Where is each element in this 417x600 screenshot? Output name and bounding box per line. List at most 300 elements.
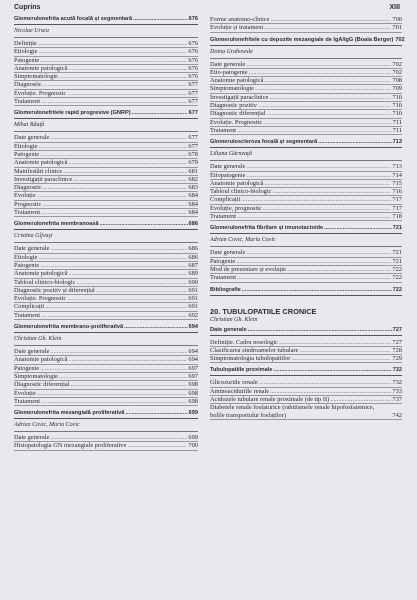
toc-entry-page: 692 <box>188 311 198 319</box>
toc-entry-title: Tratament <box>14 397 41 405</box>
dot-leader <box>269 94 391 101</box>
toc-entry-page: 682 <box>188 175 198 183</box>
dot-leader <box>287 266 391 273</box>
dot-leader <box>258 102 391 109</box>
dot-leader <box>40 151 187 158</box>
toc-entry-title: Evoluție, prognostic <box>210 204 262 212</box>
toc-entry-title: Evoluție <box>14 389 36 397</box>
section-title: Tubulopatiile proximale <box>210 367 273 374</box>
toc-entry <box>14 279 198 287</box>
toc-entry-title: Evoluție. Prognostic <box>14 295 67 303</box>
toc-entry-page: 690 <box>188 278 198 286</box>
section-heading <box>210 367 402 376</box>
dot-leader <box>267 110 392 117</box>
toc-entry-page: 711 <box>392 126 402 134</box>
dot-leader <box>133 16 188 23</box>
toc-entry <box>14 184 198 192</box>
toc-entry-title: Diabetele renale fosfaturice (rahitismele renale hipofosfatemice, bolile transportului fosfaților) <box>210 404 375 419</box>
toc-entry-title: Date generale <box>210 60 246 68</box>
toc-entry-title: Diagnostic <box>14 184 42 192</box>
toc-entry-title: Diagnostic diferențial <box>14 381 70 389</box>
dot-leader <box>132 110 188 117</box>
toc-entry-page: 728 <box>392 346 402 354</box>
toc-entry <box>14 365 198 373</box>
section-title: Glomerulonefritele cu depozite mezangiale de IgA/IgG (Boala Berger) <box>210 36 394 43</box>
dot-leader <box>264 77 391 84</box>
dot-leader <box>273 188 392 195</box>
toc-section <box>14 106 198 217</box>
toc-entry-title: Etiologie <box>14 253 38 261</box>
toc-entry-page: 691 <box>188 303 198 311</box>
toc-entry-page: 717 <box>392 204 402 212</box>
toc-entry <box>210 388 402 396</box>
dot-leader <box>264 180 391 187</box>
section-page: 702 <box>395 36 405 43</box>
toc-entry-title: Diagnostic pozitiv <box>210 102 258 110</box>
toc-entry-title: Diagnostic <box>14 81 42 89</box>
section-heading <box>210 36 405 46</box>
toc-entry-title: Anatomie patologică <box>14 159 68 167</box>
toc-entry-title: Tratament <box>210 213 237 221</box>
toc-entry-title: Definiție. Cadru nosologic <box>210 338 278 346</box>
toc-entry <box>210 404 402 420</box>
toc-entry <box>210 172 402 180</box>
toc-entry-page: 716 <box>392 188 402 196</box>
toc-entry <box>210 188 402 196</box>
toc-entry-title: Anatomie patologică <box>14 270 68 278</box>
toc-entry-page: 708 <box>392 77 402 85</box>
toc-entry-title: Date generale <box>210 249 246 257</box>
toc-entry-title: Histopatologia GN mezangiale proliferative <box>14 442 127 450</box>
dot-leader <box>264 24 391 31</box>
toc-entry-page: 684 <box>188 192 198 200</box>
toc-entry-title: Patogenie <box>14 56 40 64</box>
section-heading <box>14 221 198 230</box>
dot-leader <box>125 410 187 417</box>
section-page: 721 <box>392 225 402 232</box>
toc-section <box>210 135 402 221</box>
chapter-title: 20. TUBULOPATIILE CRONICE <box>210 306 317 316</box>
toc-entry-title: Etiologie <box>14 48 38 56</box>
section-title: Date generale <box>210 326 247 333</box>
dot-leader <box>50 245 187 252</box>
toc-entry-title: Investigații paraclinice <box>14 175 73 183</box>
toc-entry-page: 713 <box>392 163 402 171</box>
toc-entry <box>210 119 402 127</box>
toc-left-column <box>14 16 198 451</box>
dot-leader <box>40 365 187 372</box>
dot-leader <box>43 81 188 88</box>
dot-leader <box>37 192 188 199</box>
toc-entry-title: Clasificarea sindroamelor tubulare <box>210 346 299 354</box>
toc-entry <box>210 266 402 274</box>
toc-entry <box>210 258 402 266</box>
toc-entry-page: 689 <box>188 270 198 278</box>
dot-leader <box>40 262 187 269</box>
running-header-left: Cuprins <box>14 4 41 11</box>
toc-entry <box>14 381 198 389</box>
toc-section <box>14 16 198 106</box>
section-page: 676 <box>188 16 198 22</box>
toc-entry <box>210 127 402 135</box>
dot-leader <box>241 196 391 203</box>
toc-entry <box>14 81 198 89</box>
toc-entry <box>14 48 198 56</box>
toc-entry <box>14 209 198 217</box>
toc-entry <box>210 347 402 355</box>
toc-entry-page: 710 <box>392 93 402 101</box>
toc-entry <box>14 176 198 184</box>
dot-leader <box>246 163 391 170</box>
toc-entry <box>210 163 402 171</box>
section-author: Doina Grabowski <box>210 46 402 59</box>
dot-leader <box>77 279 188 286</box>
toc-entry <box>210 205 402 213</box>
toc-entry-page: 678 <box>188 150 198 158</box>
toc-entry-title: Definiție <box>14 40 37 47</box>
toc-entry-page: 677 <box>188 134 198 142</box>
toc-entry <box>210 61 402 69</box>
toc-entry-page: 694 <box>188 348 198 356</box>
section-author: Mihai Răuță <box>14 119 198 132</box>
section-page: 677 <box>188 110 198 117</box>
dot-leader <box>50 434 187 441</box>
toc-entry-page: 700 <box>392 16 402 23</box>
toc-entry-title: Date generale <box>14 434 50 442</box>
toc-entry <box>210 355 402 363</box>
section-author: Nicolae Ursea <box>14 25 198 38</box>
toc-section <box>210 283 402 299</box>
dot-leader <box>41 98 187 105</box>
page-number: XIII <box>389 4 400 11</box>
toc-entry-page: 684 <box>188 200 198 208</box>
toc-section <box>210 327 402 364</box>
toc-entry-page: 737 <box>392 396 402 404</box>
toc-entry <box>14 270 198 278</box>
toc-entry-title: Acidozele tubulare renale proximale (de tip II) <box>210 396 330 404</box>
section-page: 727 <box>392 326 402 333</box>
toc-entry <box>14 65 198 73</box>
toc-entry-page: 702 <box>392 60 402 68</box>
section-page: 713 <box>392 139 402 146</box>
dot-leader <box>38 143 187 150</box>
section-title: Glomerulonefrita membrano-proliferativă <box>14 324 124 331</box>
toc-entry-page: 683 <box>188 184 198 192</box>
section-title: Glomerulonefrita mezangială proliferativă <box>14 410 125 417</box>
toc-entry <box>210 396 402 404</box>
toc-entry-title: Evoluție <box>14 192 36 200</box>
toc-entry-title: Tabloul clinico-biologic <box>14 278 76 286</box>
toc-entry <box>14 303 198 311</box>
toc-entry-page: 677 <box>188 98 198 106</box>
dot-leader <box>237 274 391 281</box>
toc-entry-title: Anatomie patologică <box>210 77 264 85</box>
toc-entry-page: 700 <box>188 442 198 450</box>
toc-entry-page: 718 <box>392 213 402 221</box>
toc-entry-page: 710 <box>392 102 402 110</box>
section-title: Glomerulonefrita acută focală și segmentară <box>14 16 133 22</box>
dot-leader <box>270 388 391 395</box>
chapter-author: Christian Gh. Klein <box>210 316 258 323</box>
dot-leader <box>37 390 188 397</box>
toc-entry-page: 722 <box>392 265 402 273</box>
dot-leader <box>249 69 392 76</box>
dot-leader <box>237 127 392 134</box>
section-page: 722 <box>392 286 402 293</box>
dot-leader <box>59 73 187 80</box>
dot-leader <box>45 303 187 310</box>
dot-leader <box>63 168 187 175</box>
toc-entry <box>14 287 198 295</box>
toc-entry-page: 714 <box>392 171 402 179</box>
toc-entry-title: Etio-patogenie <box>210 68 248 76</box>
section-heading <box>210 287 402 296</box>
toc-entry-title: Date generale <box>210 163 246 171</box>
dot-leader <box>67 295 187 302</box>
toc-entry <box>14 295 198 303</box>
dot-leader <box>273 367 391 374</box>
toc-entry-title: Simptomatologie <box>14 372 59 380</box>
toc-entry-title: Evoluție și tratament <box>210 24 264 32</box>
dot-leader <box>236 258 391 265</box>
toc-entry-page: 721 <box>392 257 402 265</box>
dot-leader <box>50 348 187 355</box>
toc-entry-page: 677 <box>188 142 198 150</box>
toc-entry <box>210 110 402 118</box>
toc-entry <box>14 192 198 200</box>
toc-entry-title: Tratament <box>210 126 237 134</box>
dot-leader <box>318 139 391 146</box>
toc-entry-page: 699 <box>188 434 198 442</box>
section-heading <box>14 110 198 119</box>
toc-entry <box>14 159 198 167</box>
toc-entry-page: 697 <box>188 364 198 372</box>
toc-entry-title: Anatomie patologică <box>14 64 68 72</box>
toc-entry <box>14 151 198 159</box>
toc-entry-title: Tabloul clinico-biologic <box>210 188 272 196</box>
section-title: Glomerulonefrita membranoasă <box>14 221 99 228</box>
dot-leader <box>96 287 188 294</box>
section-page: 732 <box>392 367 402 374</box>
toc-entry <box>210 94 402 102</box>
dot-leader <box>259 379 392 386</box>
dot-leader <box>42 201 187 208</box>
dot-leader <box>255 85 391 92</box>
toc-entry-page: 677 <box>188 89 198 97</box>
dot-leader <box>50 134 187 141</box>
toc-entry-page: 727 <box>392 338 402 346</box>
toc-entry-title: Simptomatologia tubulopatiilor <box>210 355 291 363</box>
toc-entry-page: 676 <box>188 40 198 47</box>
toc-entry <box>14 98 198 106</box>
toc-entry-page: 715 <box>392 179 402 187</box>
dot-leader <box>41 398 187 405</box>
toc-entry-page: 687 <box>188 261 198 269</box>
toc-entry-title: Diagnostic diferențial <box>210 110 266 118</box>
toc-entry-page: 698 <box>188 397 198 405</box>
section-title: Bibliografie <box>210 286 241 293</box>
toc-entry-page: 698 <box>188 389 198 397</box>
section-author: Liliana Gârneaţă <box>210 148 402 161</box>
toc-section <box>210 221 402 282</box>
toc-entry <box>210 213 402 221</box>
toc-entry-title: Simptomatologie <box>14 73 59 81</box>
toc-entry <box>14 398 198 406</box>
toc-entry <box>14 356 198 364</box>
section-page: 699 <box>188 410 198 417</box>
toc-entry-page: 686 <box>188 253 198 261</box>
toc-entry-page: 729 <box>392 355 402 363</box>
toc-entry-title: Tratament <box>14 98 41 106</box>
section-title: Glomerulonefrita fibrilare și imunotactoide <box>210 225 324 232</box>
toc-entry <box>14 442 198 450</box>
toc-entry-title: Patogenie <box>14 261 40 269</box>
section-heading <box>14 16 198 25</box>
toc-entry-page: 710 <box>392 110 402 118</box>
section-author: Christian Gh. Klein <box>14 333 198 346</box>
section-author: Adrian Covic, Maria Covic <box>14 419 198 432</box>
toc-section <box>14 320 198 406</box>
toc-entry-title: Aminoaciduriile renale <box>210 387 270 395</box>
toc-entry <box>14 57 198 65</box>
toc-entry <box>210 180 402 188</box>
toc-entry <box>14 90 198 98</box>
toc-entry <box>14 143 198 151</box>
dot-leader <box>270 16 391 23</box>
toc-entry-page: 733 <box>392 387 402 395</box>
toc-entry <box>210 24 402 32</box>
toc-entry-title: Mod de prezentare și evoluție <box>210 265 286 273</box>
toc-entry <box>210 274 402 282</box>
dot-leader <box>38 254 187 261</box>
toc-entry <box>14 201 198 209</box>
dot-leader <box>263 119 391 126</box>
toc-entry-title: Simptomatologie <box>210 85 255 93</box>
dot-leader <box>246 249 391 256</box>
section-heading <box>14 410 198 419</box>
toc-entry <box>14 312 198 320</box>
section-heading <box>14 324 198 333</box>
toc-entry-page: 694 <box>188 356 198 364</box>
toc-right-column <box>210 16 405 420</box>
toc-entry-page: 681 <box>188 167 198 175</box>
toc-entry <box>14 262 198 270</box>
dot-leader <box>43 184 188 191</box>
toc-section <box>210 33 405 136</box>
toc-entry-page: 711 <box>392 118 402 126</box>
toc-entry <box>14 134 198 142</box>
toc-entry <box>14 168 198 176</box>
dot-leader <box>324 225 392 232</box>
toc-entry <box>210 339 402 347</box>
toc-section <box>14 217 198 320</box>
toc-entry-page: 686 <box>188 245 198 253</box>
dot-leader <box>248 327 392 334</box>
toc-entry-page: 742 <box>392 411 402 419</box>
toc-entry-page: 698 <box>188 381 198 389</box>
dot-leader <box>68 65 187 72</box>
dot-leader <box>71 381 188 388</box>
section-author: Cristina Gîjvaşi <box>14 230 198 243</box>
dot-leader <box>59 373 187 380</box>
toc-entry-title: Anatomie patologică <box>210 179 264 187</box>
dot-leader <box>330 396 391 403</box>
section-page: 686 <box>188 221 198 228</box>
section-author: Adrian Covic, Maria Covic <box>210 234 402 247</box>
toc-entry <box>14 40 198 48</box>
toc-section <box>210 363 402 419</box>
dot-leader <box>246 61 391 68</box>
section-title: Glomerulonefritele rapid progresive (GNRP) <box>14 110 131 117</box>
toc-entry-page: 676 <box>188 64 198 72</box>
toc-entry-page: 697 <box>188 372 198 380</box>
dot-leader <box>291 355 391 362</box>
toc-entry-page: 684 <box>188 209 198 217</box>
toc-entry-title: Tratament <box>210 274 237 282</box>
section-heading <box>210 327 402 336</box>
toc-entry <box>210 16 402 24</box>
toc-entry-title: Etiopatogenie <box>210 171 246 179</box>
toc-entry <box>14 245 198 253</box>
toc-entry-title: Complicații <box>14 303 45 311</box>
toc-entry-page: 676 <box>188 56 198 64</box>
toc-entry <box>210 102 402 110</box>
dot-leader <box>124 324 188 331</box>
toc-entry-title: Glicozuriile renale <box>210 379 258 387</box>
toc-entry <box>210 196 402 204</box>
toc-entry-page: 709 <box>392 85 402 93</box>
dot-leader <box>299 347 391 354</box>
dot-leader <box>68 159 187 166</box>
dot-leader <box>263 205 392 212</box>
toc-entry-page: 676 <box>188 48 198 56</box>
toc-entry-title: Forme anatomo-clinice <box>210 16 270 23</box>
toc-entry-title: Patogenie <box>210 257 236 265</box>
dot-leader <box>247 172 392 179</box>
dot-leader <box>127 442 187 449</box>
toc-entry-title: Evoluție. Prognostic <box>210 118 263 126</box>
toc-entry-page: 677 <box>188 81 198 89</box>
toc-entry-title: Patogenie <box>14 150 40 158</box>
toc-entry-title: Etiologie <box>14 142 38 150</box>
dot-leader <box>279 339 391 346</box>
toc-entry <box>210 69 402 77</box>
toc-entry <box>210 77 402 85</box>
toc-entry-title: Evoluție. Prognostic <box>14 89 67 97</box>
dot-leader <box>41 209 187 216</box>
section-heading <box>210 139 402 148</box>
toc-entry-page: 679 <box>188 159 198 167</box>
toc-entry-page: 721 <box>392 249 402 257</box>
toc-entry <box>14 73 198 81</box>
dot-leader <box>100 221 188 228</box>
section-page: 694 <box>188 324 198 331</box>
toc-entry-page: 702 <box>392 68 402 76</box>
toc-entry-title: Date generale <box>14 134 50 142</box>
section-heading <box>210 225 402 234</box>
toc-entry-title: Tratament <box>14 311 41 319</box>
section-title: Glomeruloscleroza focală și segmentară <box>210 139 318 146</box>
dot-leader <box>41 312 187 319</box>
dot-leader <box>73 176 187 183</box>
toc-entry <box>14 348 198 356</box>
toc-section <box>14 406 198 451</box>
toc-entry-title: Prognostic <box>14 200 42 208</box>
dot-leader <box>67 90 187 97</box>
toc-entry <box>14 254 198 262</box>
toc-entry-page: 717 <box>392 196 402 204</box>
toc-entry <box>14 373 198 381</box>
